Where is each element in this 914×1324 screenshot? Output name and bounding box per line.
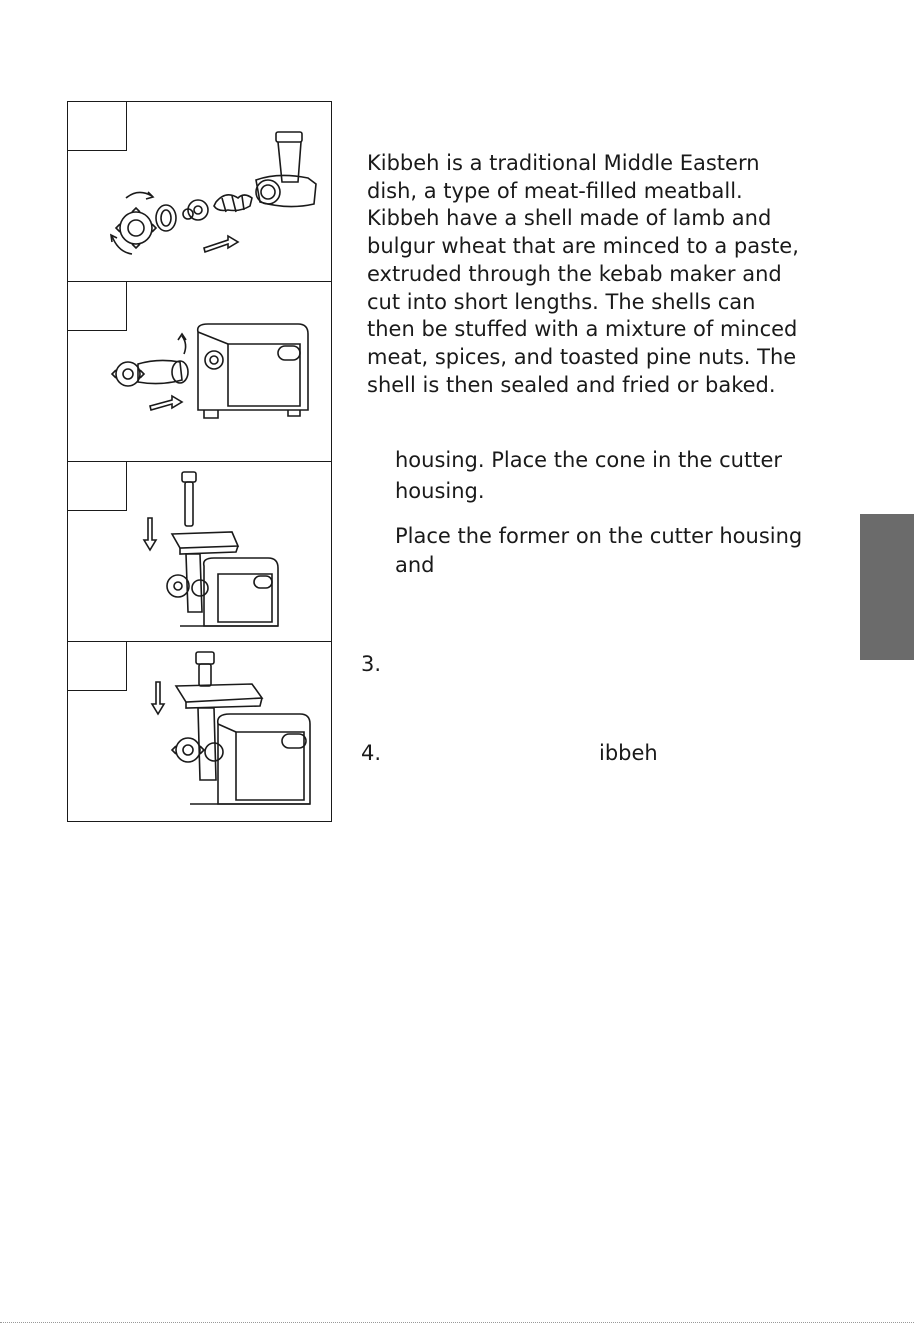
intro-line: then be stuffed with a mixture of minced: [367, 317, 798, 342]
panel-2: [67, 281, 332, 461]
intro-line: shell is then sealed and fried or baked.: [367, 372, 776, 397]
step-2-line-2: and: [395, 553, 435, 577]
panel-4: [67, 641, 332, 822]
assembly-exploded-illustration: [68, 102, 331, 281]
intro-line: meat, spices, and toasted pine nuts. The: [367, 344, 797, 369]
attach-tray-illustration: [68, 462, 331, 641]
step-4-number: 4.: [361, 741, 382, 765]
intro-line: bulgur wheat that are minced to a paste,: [367, 234, 799, 259]
attach-to-motor-illustration: [68, 282, 331, 461]
step-1-line-1: housing. Place the cone in the cutter: [395, 448, 783, 472]
section-tab-marker: [860, 514, 914, 660]
panel-1: [67, 101, 332, 281]
step-2-line-1: Place the former on the cutter housing: [395, 524, 803, 548]
kibbeh-intro-paragraph: [367, 150, 837, 399]
step-3-number: 3.: [361, 652, 382, 676]
intro-line: dish, a type of meat-filled meatball.: [367, 178, 743, 203]
panel-3: [67, 461, 332, 641]
intro-line: extruded through the kebab maker and: [367, 261, 782, 286]
step-1-line-2: housing.: [395, 479, 485, 503]
step-4-text: ibbeh: [599, 741, 658, 765]
complete-assembly-illustration: [68, 642, 331, 821]
page-bottom-rule: [0, 1322, 914, 1323]
illustration-panels: [67, 101, 332, 822]
intro-line: Kibbeh is a traditional Middle Eastern: [367, 151, 760, 175]
intro-line: cut into short lengths. The shells can: [367, 289, 756, 314]
intro-line: Kibbeh have a shell made of lamb and: [367, 206, 772, 231]
